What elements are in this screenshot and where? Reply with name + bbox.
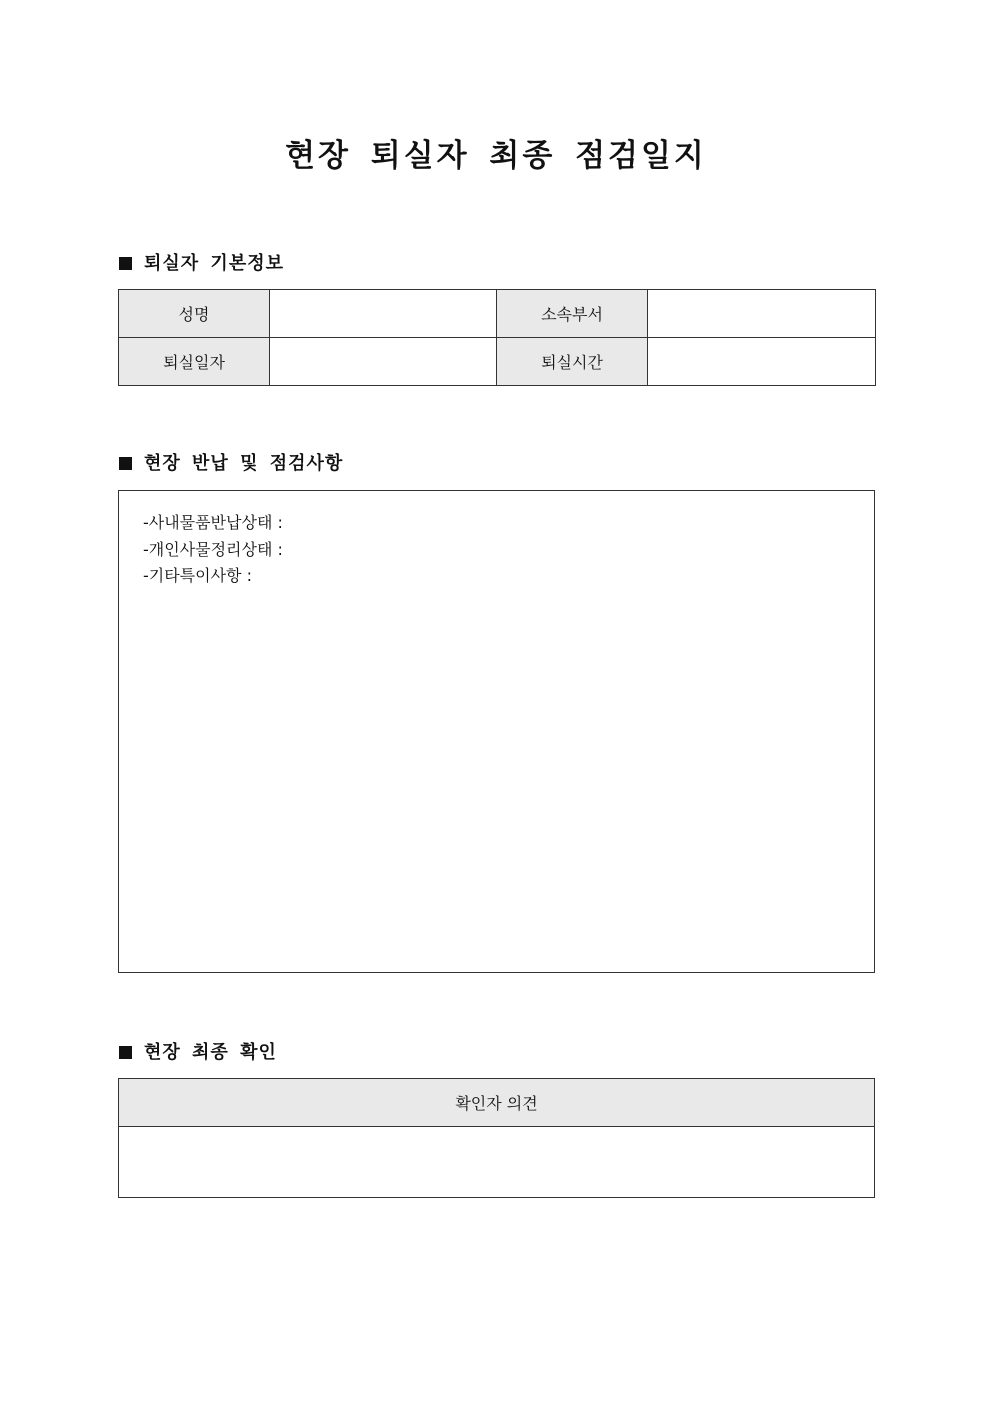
section-heading-text: 현장 반납 및 점검사항 — [144, 453, 344, 474]
section-heading-text: 퇴실자 기본정보 — [144, 253, 284, 274]
section-heading-text: 현장 최종 확인 — [144, 1042, 277, 1063]
department-field[interactable] — [648, 290, 876, 338]
label-department: 소속부서 — [497, 290, 648, 338]
checklist-item-company-items: -사내물품반납상태 : — [143, 513, 283, 532]
table-row — [119, 290, 876, 338]
basic-info-table — [118, 289, 876, 386]
square-bullet-icon — [119, 457, 132, 470]
checkout-time-field[interactable] — [648, 338, 876, 386]
label-checkout-date: 퇴실일자 — [119, 338, 270, 386]
table-row — [119, 1079, 875, 1127]
square-bullet-icon — [119, 1046, 132, 1059]
label-name: 성명 — [119, 290, 270, 338]
checklist-item-other-notes: -기타특이사항 : — [143, 566, 252, 585]
section-heading-final-confirm — [119, 1041, 277, 1065]
section-heading-basic-info — [119, 252, 284, 276]
document-title: 현장 퇴실자 최종 점검일지 — [285, 138, 707, 174]
label-confirmer-opinion: 확인자 의견 — [119, 1079, 875, 1127]
checkout-date-field[interactable] — [270, 338, 497, 386]
name-field[interactable] — [270, 290, 497, 338]
table-row — [119, 1127, 875, 1198]
square-bullet-icon — [119, 257, 132, 270]
label-checkout-time: 퇴실시간 — [497, 338, 648, 386]
checklist-item-personal-items: -개인사물정리상태 : — [143, 539, 283, 559]
final-confirm-table — [118, 1078, 875, 1198]
confirmer-opinion-field[interactable] — [119, 1127, 875, 1198]
checklist-box[interactable] — [118, 490, 875, 973]
section-heading-checklist — [119, 452, 343, 476]
table-row — [119, 338, 876, 386]
